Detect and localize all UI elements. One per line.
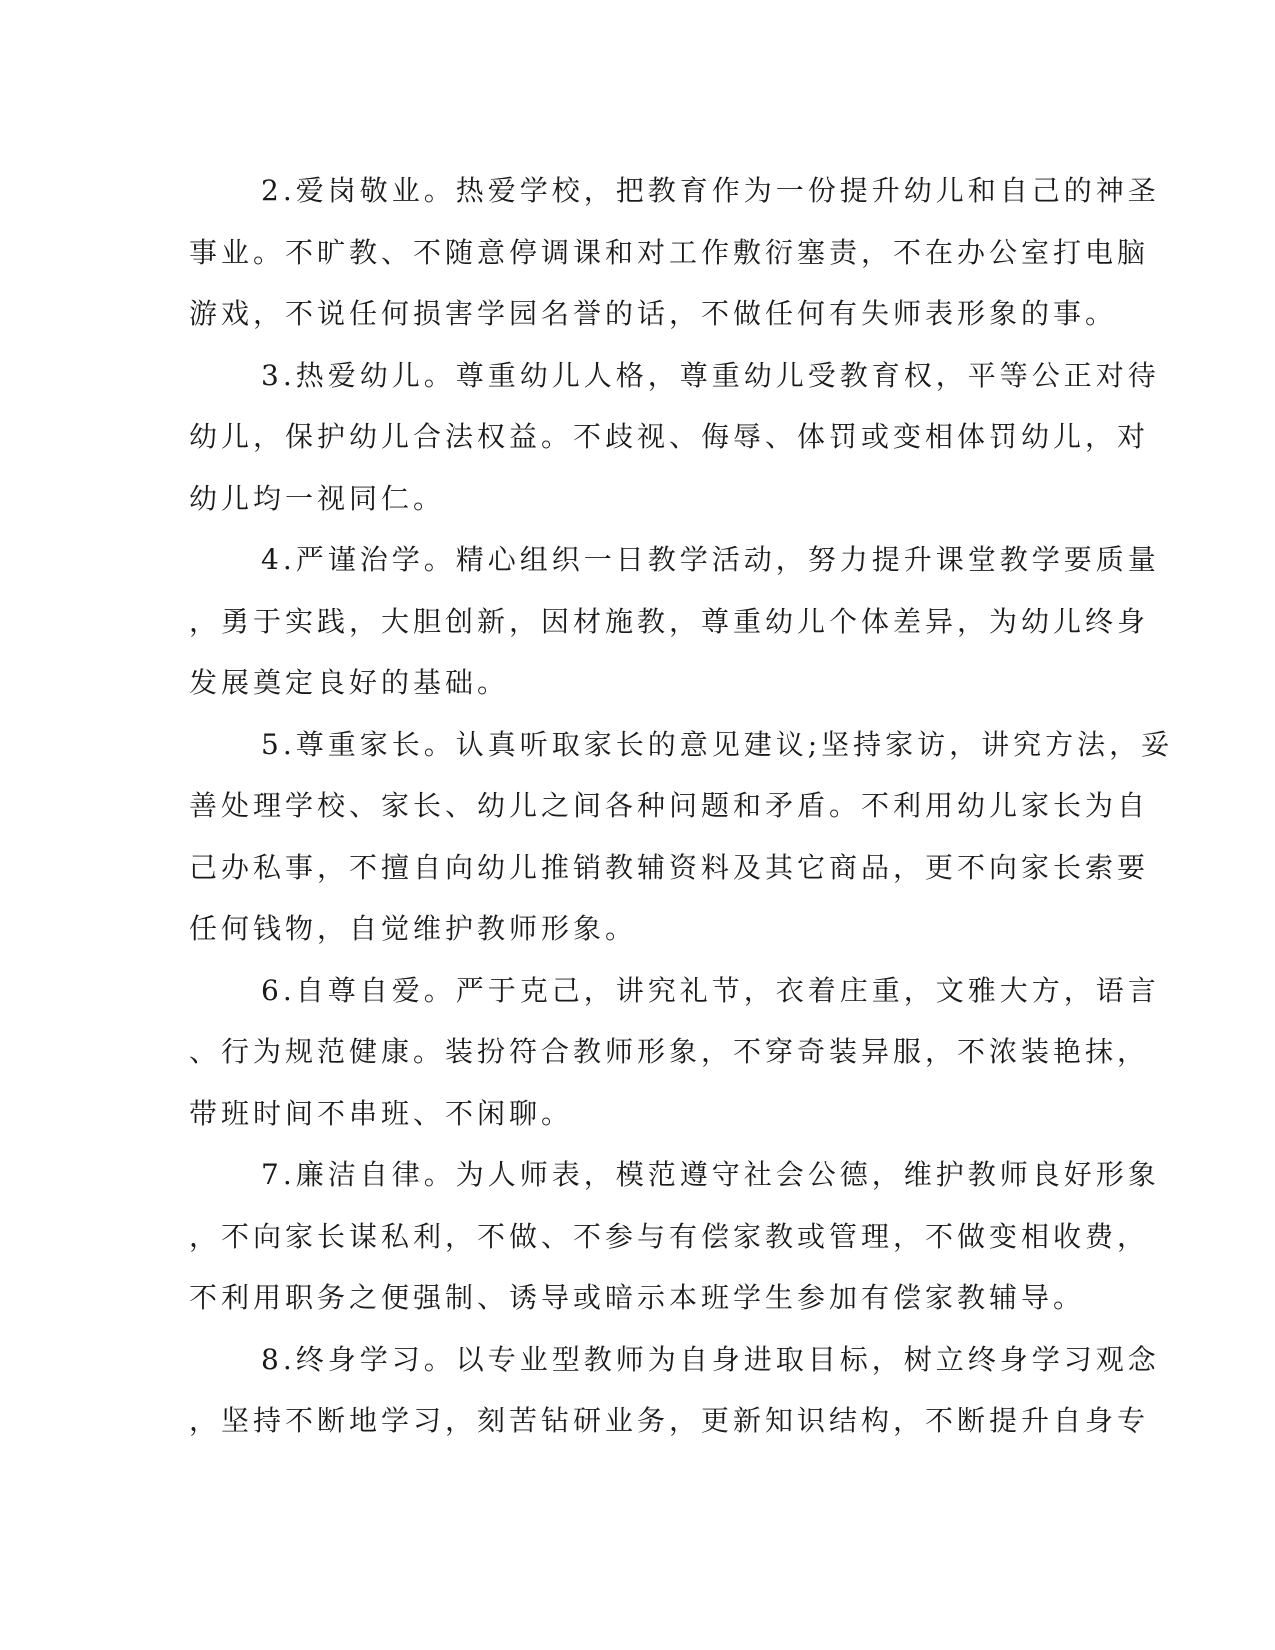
paragraph-5-line-2: 善处理学校、家长、幼儿之间各种问题和矛盾。不利用幼儿家长为自 — [189, 789, 1150, 822]
paragraph-4-line-1: 4.严谨治学。精心组织一日教学活动，努力提升课堂教学要质量 — [261, 543, 1160, 576]
paragraph-7-line-3: 不利用职务之便强制、诱导或暗示本班学生参加有偿家教辅导。 — [189, 1281, 1086, 1314]
paragraph-6-line-3: 带班时间不串班、不闲聊。 — [189, 1096, 574, 1130]
paragraph-5-line-3: 己办私事，不擅自向幼儿推销教辅资料及其它商品，更不向家长索要 — [189, 850, 1150, 884]
paragraph-7-line-2: ，不向家长谋私利，不做、不参与有偿家教或管理，不做变相收费， — [189, 1219, 1150, 1253]
paragraph-3-line-2: 幼儿，保护幼儿合法权益。不歧视、侮辱、体罚或变相体罚幼儿，对 — [189, 420, 1150, 453]
paragraph-8-line-1: 8.终身学习。以专业型教师为自身进取目标，树立终身学习观念 — [261, 1342, 1160, 1376]
paragraph-6-line-1: 6.自尊自爱。严于克己，讲究礼节，衣着庄重，文雅大方，语言 — [261, 973, 1160, 1007]
document-body — [189, 160, 1174, 1452]
paragraph-2-line-2: 事业。不旷教、不随意停调课和对工作敷衍塞责，不在办公室打电脑 — [189, 235, 1150, 269]
paragraph-5-line-4: 任何钱物，自觉维护教师形象。 — [189, 912, 638, 945]
paragraph-6-line-2: 、行为规范健康。装扮符合教师形象，不穿奇装异服，不浓装艳抹， — [189, 1035, 1150, 1068]
paragraph-7-line-1: 7.廉洁自律。为人师表，模范遵守社会公德，维护教师良好形象 — [261, 1158, 1160, 1191]
paragraph-2-line-3: 游戏，不说任何损害学园名誉的话，不做任何有失师表形象的事。 — [189, 297, 1118, 330]
paragraph-4-line-3: 发展奠定良好的基础。 — [189, 666, 510, 699]
paragraph-3-line-1: 3.热爱幼儿。尊重幼儿人格，尊重幼儿受教育权，平等公正对待 — [261, 358, 1160, 392]
paragraph-5-line-1: 5.尊重家长。认真听取家长的意见建议;坚持家访，讲究方法，妥 — [261, 727, 1174, 761]
paragraph-4-line-2: ，勇于实践，大胆创新，因材施教，尊重幼儿个体差异，为幼儿终身 — [189, 604, 1150, 638]
paragraph-8-line-2: ，坚持不断地学习，刻苦钻研业务，更新知识结构，不断提升自身专 — [189, 1404, 1150, 1437]
paragraph-2-line-1: 2.爱岗敬业。热爱学校，把教育作为一份提升幼儿和自己的神圣 — [261, 174, 1160, 207]
paragraph-3-line-3: 幼儿均一视同仁。 — [189, 481, 446, 515]
